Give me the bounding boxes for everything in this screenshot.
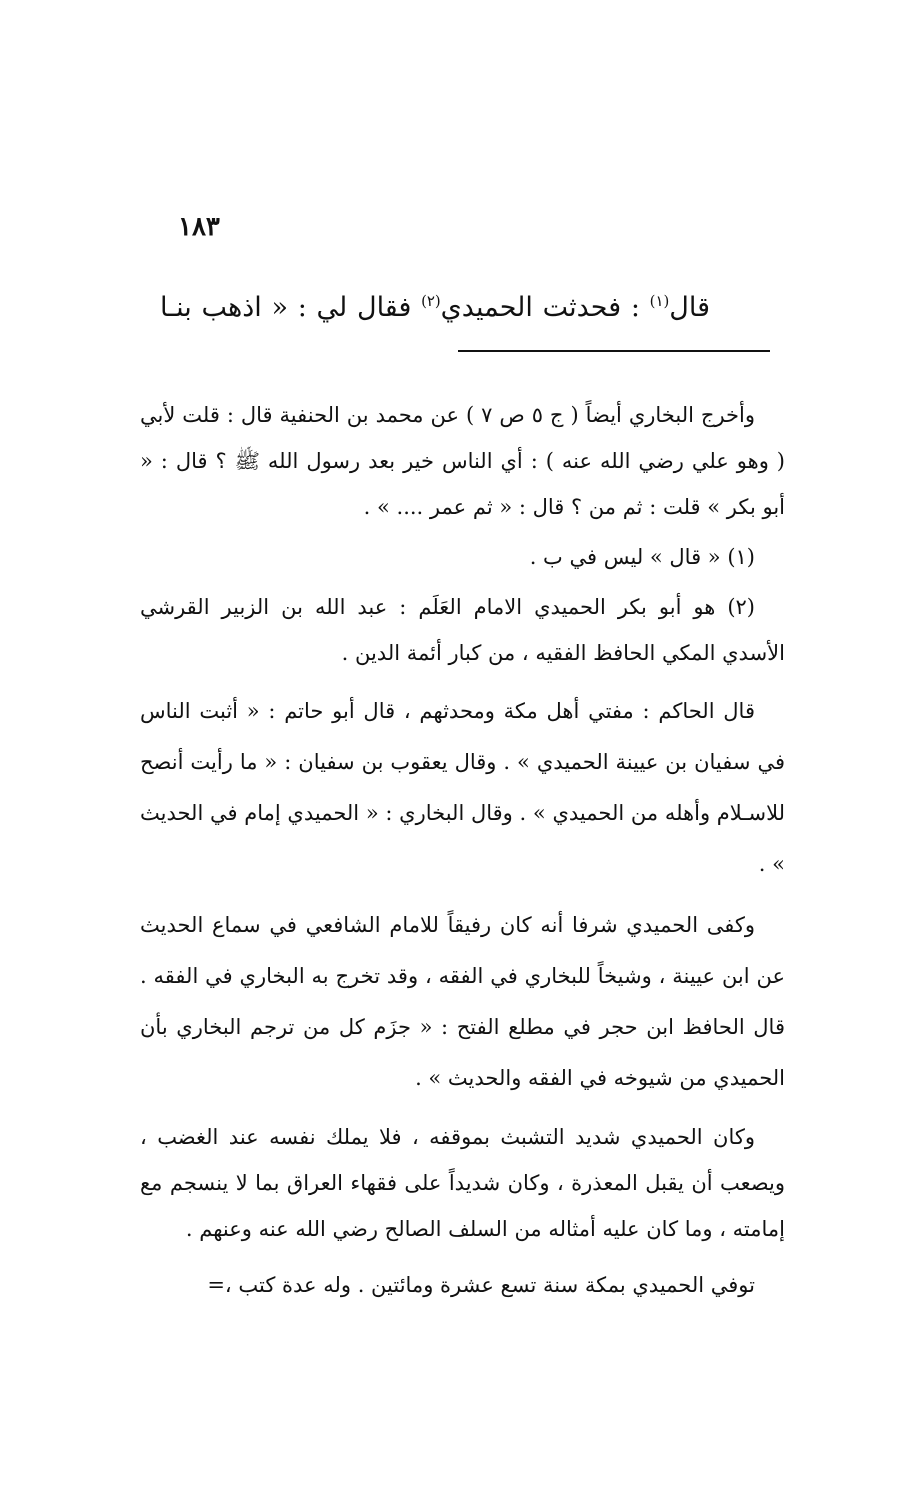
- main-text-line: [160, 282, 710, 327]
- footnote-1: (١) « قال » ليس في ب .: [529, 545, 755, 569]
- main-text-middle: : فحدثت الحميدي: [440, 292, 640, 323]
- page-number: ١٨٣: [178, 212, 220, 242]
- main-text-end: فقال لي : « اذهب بنـا: [160, 292, 412, 323]
- footnote-2: (٢) هو أبو بكر الحميدي الامام العَلَم : عبد الله بن الزبير القرشي الأسدي المكي الحافظ الفقيه ، من كبار أئمة الدين .: [140, 595, 785, 665]
- footnote-ref-2: (٢): [421, 292, 441, 310]
- main-text-start: قال: [669, 292, 710, 323]
- footnote-separator: [458, 350, 770, 352]
- paragraph-hakim: قال الحاكم : مفتي أهل مكة ومحدثهم ، قال أبو حاتم : « أثبت الناس في سفيان بن عيينة الحميدي » . وقال يعقوب بن سفيان : « ما رأيت أنصح للاسـلام وأهله من الحميدي » . وقال البخاري : « الحميدي إمام في الحديث » .: [140, 699, 785, 876]
- paragraph-tathabbut: وكان الحميدي شديد التشبث بموقفه ، فلا يملك نفسه عند الغضب ، ويصعب أن يقبل المعذرة ، وكان شديداً على فقهاء العراق بما لا ينسجم مع إمامته ، وما كان عليه أمثاله من السلف الصالح رضي الله عنه وعنهم .: [140, 1125, 785, 1241]
- footnote-ref-1: (١): [649, 292, 670, 310]
- footnote-intro-paragraph: وأخرج البخاري أيضاً ( ج ٥ ص ٧ ) عن محمد بن الحنفية قال : قلت لأبي ( وهو علي رضي الله عنه ) : أي الناس خير بعد رسول الله ﷺ ؟ قال : « أبو بكر » قلت : ثم من ؟ قال : « ثم عمر .... » .: [140, 403, 785, 519]
- paragraph-sharaf: وكفى الحميدي شرفا أنه كان رفيقاً للامام الشافعي في سماع الحديث عن ابن عيينة ، وشيخاً للبخاري في الفقه ، وقد تخرج به البخاري في الفقه . قال الحافظ ابن حجر في مطلع الفتح : « جزَم كل من ترجم البخاري بأن الحميدي من شيوخه في الفقه والحديث » .: [140, 913, 785, 1090]
- paragraph-death: توفي الحميدي بمكة سنة تسع عشرة ومائتين . وله عدة كتب ،=: [207, 1273, 755, 1297]
- footnotes-section: [140, 392, 785, 1308]
